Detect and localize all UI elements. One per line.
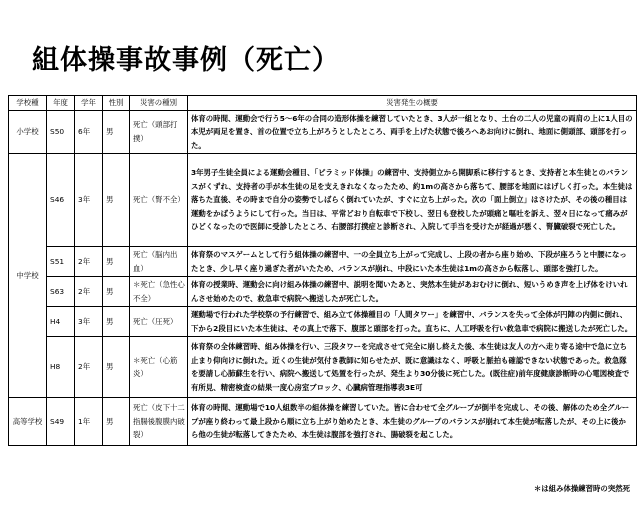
- cell-year: S49: [47, 398, 75, 446]
- cell-year: H8: [47, 337, 75, 398]
- cell-grade: 3年: [75, 307, 103, 337]
- accident-table: [8, 95, 637, 446]
- table-row: [9, 307, 637, 337]
- cell-year: S50: [47, 110, 75, 154]
- cell-gender: 男: [103, 277, 130, 307]
- cell-injury: 死亡（脳内出血）: [130, 247, 188, 277]
- cell-gender: 男: [103, 398, 130, 446]
- cell-year: S63: [47, 277, 75, 307]
- cell-grade: 3年: [75, 154, 103, 247]
- cell-gender: 男: [103, 154, 130, 247]
- cell-year: S46: [47, 154, 75, 247]
- cell-injury: ＊死亡（心筋炎）: [130, 337, 188, 398]
- table-row: [9, 154, 637, 247]
- header-year: 年度: [47, 96, 75, 111]
- table-row: [9, 337, 637, 398]
- cell-gender: 男: [103, 247, 130, 277]
- table-row: [9, 110, 637, 154]
- cell-grade: 2年: [75, 247, 103, 277]
- cell-grade: 6年: [75, 110, 103, 154]
- cell-detail: 体育の授業時、運動会に向け組み体操の練習中、説明を聞いたあと、突然本生徒があおむけに倒れ、短いうめき声を上げ体をけいれんさせ始めたので、救急車で病院へ搬送したが死亡した。: [188, 277, 637, 307]
- cell-school: 中学校: [9, 154, 47, 398]
- cell-injury: 死亡（頭部打撲）: [130, 110, 188, 154]
- cell-gender: 男: [103, 307, 130, 337]
- header-detail: 災害発生の概要: [188, 96, 637, 111]
- header-gender: 性別: [103, 96, 130, 111]
- cell-grade: 1年: [75, 398, 103, 446]
- cell-detail: 体育の時間、運動会で行う5～6年の合同の造形体操を練習していたとき、3人が一組となり、土台の二人の児童の両肩の上に1人目の本児が両足を置き、首の位置で立ち上がろうとしたところ、両手を上げた状態で後ろへあお向けに倒れ、地面に側頭部、頭部を打った。: [188, 110, 637, 154]
- table-row: [9, 398, 637, 446]
- cell-school: 小学校: [9, 110, 47, 154]
- table-row: [9, 277, 637, 307]
- cell-school: 高等学校: [9, 398, 47, 446]
- table-row: [9, 247, 637, 277]
- footnote: ＊は組み体操練習時の突然死: [533, 484, 630, 493]
- cell-detail: 体育の時間、運動場で10人組数半の組体操を練習していた。皆に合わせて全グループが倒半を完成し、その後、解体のため全グループが座り終わって最上段から順に立ち上がり始めたとき、本生徒のグループのバランスが崩れて本生徒が転落したが、その上に後から他の生徒が転落してきたため、本生徒は腹部を強打され、腸破裂を起こした。: [188, 398, 637, 446]
- cell-detail: 体育祭の全体練習時、組み体操を行い、三段タワーを完成させて完全に崩し終えた後、本生徒は友人の方へ走り寄る途中で急に立ち止まり仰向けに倒れた。近くの生徒が気付き教師に知らせたが、既に意識はなく、呼吸と脈拍も確認できない状態であった。救急隊を要請し心肺蘇生を行い、病院へ搬送して処置を行ったが、発生より30分後に死亡した。(既往症)前年度健康診断時の心電図検査で有所見、精密検査の結果一度心房室ブロック、心臓病管理指導表3E可: [188, 337, 637, 398]
- cell-detail: 3年男子生徒全員による運動会種目、「ピラミッド体操」の練習中、支持側立から開脚系に移行するとき、支持者と本生徒とのバランスがくずれ、支持者の手が本生徒の足を支えきれなくなったため、約1mの高さから落ちて、腰部を地面にはげしく打った。本生徒は落ちた直後、その時まで自分の姿勢でしばらく倒れていたが、すぐに立ち上がった。次の「面上倒立」はさけたが、その後の種目は運動をかばうようにして行った。当日は、平常どおり自転車で下校し、翌日も登校したが頭痛と嘔吐を訴え、翌々日になって痛みがひどくなったので医師に受診したところ、右腰部打撲症と診断され、入院して手当を受けたが経過が悪く、腎臓破裂で死亡した。: [188, 154, 637, 247]
- cell-year: S51: [47, 247, 75, 277]
- header-school: 学校種: [9, 96, 47, 111]
- cell-detail: 体育祭のマスゲームとして行う組体操の練習中、一の全員立ち上がって完成し、上段の者から座り始め、下段が座ろうと中腰になったとき、少し早く座り過ぎた者がいたため、バランスが崩れ、中段にいた本生徒は1mの高さから転落し、頭部を強打した。: [188, 247, 637, 277]
- cell-year: H4: [47, 307, 75, 337]
- cell-gender: 男: [103, 110, 130, 154]
- cell-injury: 死亡（皮下十二指腸後腹膜内破裂）: [130, 398, 188, 446]
- cell-detail: 運動場で行われた学校祭の予行練習で、組み立て体操種目の「人間タワー」を練習中、バランスを失って全体が円陣の内側に倒れ、下から2段目にいた本生徒は、その真上で落下、腹部と頭部を打った。直ちに、人工呼吸を行い救急車で病院に搬送したが死亡した。: [188, 307, 637, 337]
- page-title: 組体操事故事例（死亡）: [32, 45, 340, 76]
- cell-injury: ＊死亡（急性心不全）: [130, 277, 188, 307]
- cell-grade: 2年: [75, 277, 103, 307]
- cell-grade: 2年: [75, 337, 103, 398]
- header-injury: 災害の種別: [130, 96, 188, 111]
- header-grade: 学年: [75, 96, 103, 111]
- cell-gender: 男: [103, 337, 130, 398]
- cell-injury: 死亡（腎不全）: [130, 154, 188, 247]
- table-header-row: [9, 96, 637, 111]
- cell-injury: 死亡（圧死）: [130, 307, 188, 337]
